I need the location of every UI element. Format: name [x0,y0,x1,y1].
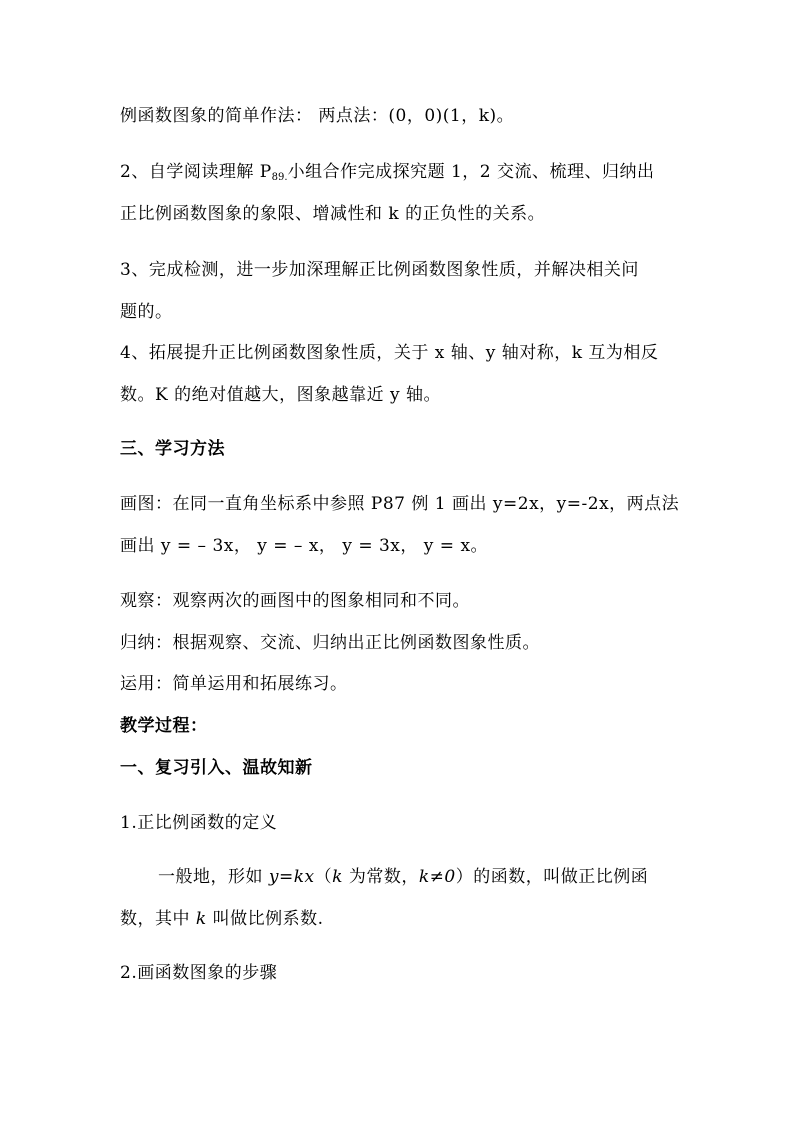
text-line: 4、拓展提升正比例函数图象性质，关于 x 轴、y 轴对称，k 互为相反 [120,343,659,363]
text-span: 一般地，形如 [158,867,269,887]
text-span: 小组合作完成探究题 1，2 交流、梳理、归纳出 [287,162,655,182]
text-line [158,866,648,888]
text-line: 运用：简单运用和拓展练习。 [120,674,348,694]
text-line [120,908,324,930]
text-line: 例函数图象的简单作法： 两点法：(0，0)(1，k)。 [120,106,515,126]
text-line: 题的。 [120,302,173,322]
formula: k≠0 [418,867,456,887]
text-span: （ [314,867,333,887]
section-heading: 一、复习引入、温故知新 [120,758,313,778]
text-line: 观察：观察两次的画图中的图象相同和不同。 [120,591,470,611]
text-span: 2、自学阅读理解 P [120,162,272,182]
text-line: 画图：在同一直角坐标系中参照 P87 例 1 画出 y=2x，y=-2x，两点法 [120,494,680,514]
formula: k [332,867,343,887]
text-span: 叫做比例系数. [206,909,324,929]
text-line: 1.正比例函数的定义 [120,813,278,833]
text-line: 归纳：根据观察、交流、归纳出正比例函数图象性质。 [120,633,540,653]
section-heading: 三、学习方法 [120,439,225,459]
text-line [120,161,655,189]
section-heading: 教学过程： [120,716,208,736]
text-span: 为常数， [342,867,419,887]
text-line: 画出 y = – 3x， y = – x， y = 3x， y = x。 [120,536,489,556]
text-line: 数。K 的绝对值越大，图象越靠近 y 轴。 [120,385,442,405]
text-span: 数，其中 [120,909,196,929]
formula: y=kx [268,867,315,887]
formula: k [195,909,207,929]
text-line: 2.画函数图象的步骤 [120,963,278,983]
text-line: 3、完成检测，进一步加深理解正比例函数图象性质，并解决相关问 [120,260,639,280]
text-span: ）的函数，叫做正比例函 [455,867,649,887]
page-subscript: 89. [271,172,288,183]
text-line: 正比例函数图象的象限、增减性和 k 的正负性的关系。 [120,204,546,224]
